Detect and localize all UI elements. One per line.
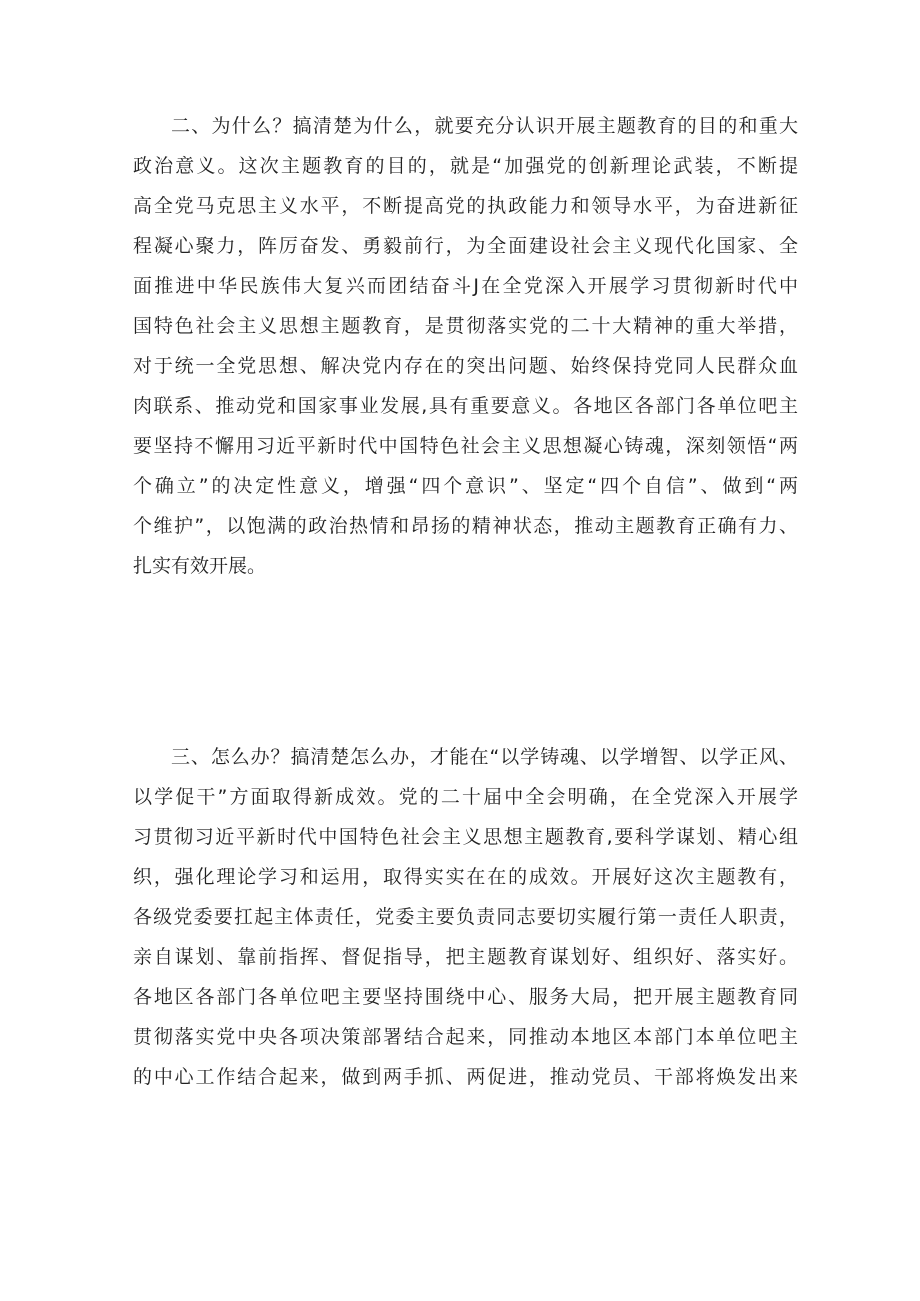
text-line: 各级党委要扛起主体责任，党委主要负责同志要切实履行第一责任人职责， xyxy=(133,906,798,928)
text-line: 高全党马克思主义水平，不断提高党的执政能力和领导水平，为奋进新征 xyxy=(133,195,798,217)
text-line: 贯彻落实党中央各项决策部署结合起来，同推动本地区本部门本单位吧主 xyxy=(133,1026,798,1048)
text-line: 的中心工作结合起来，做到两手抓、两促进，推动党员、干部将焕发出来 xyxy=(133,1066,798,1088)
text-line: 习贯彻习近平新时代中国特色社会主义思想主题教育,要科学谋划、精心组 xyxy=(133,826,798,848)
text-line: 各地区各部门各单位吧主要坚持围绕中心、服务大局，把开展主题教育同 xyxy=(133,986,798,1008)
text-line: 肉联系、推动党和国家事业发展,具有重要意义。各地区各部门各单位吧主 xyxy=(133,395,798,417)
text-line: 以学促干”方面取得新成效。党的二十届中全会明确，在全党深入开展学 xyxy=(133,786,798,808)
text-line: 要坚持不懈用习近平新时代中国特色社会主义思想凝心铸魂，深刻领悟“两 xyxy=(133,435,798,457)
text-line: 程凝心聚力，阵厉奋发、勇毅前行，为全面建设社会主义现代化国家、全 xyxy=(133,235,798,257)
text-line: 面推进中华民族伟大复兴而团结奋斗J在全党深入开展学习贯彻新时代中 xyxy=(133,275,798,297)
text-line: 个维护”，以饱满的政治热情和昂扬的精神状态，推动主题教育正确有力、 xyxy=(133,515,798,537)
text-line: 国特色社会主义思想主题教育，是贯彻落实党的二十大精神的重大举措， xyxy=(133,315,798,337)
text-line: 织，强化理论学习和运用，取得实实在在的成效。开展好这次主题教有， xyxy=(133,866,798,888)
text-line: 政治意义。这次主题教育的目的，就是“加强党的创新理论武装，不断提 xyxy=(133,155,798,177)
text-line: 亲自谋划、靠前指挥、督促指导，把主题教育谋划好、组织好、落实好。 xyxy=(133,946,798,968)
text-line: 三、怎么办？搞清楚怎么办，才能在“以学铸魂、以学增智、以学正风、 xyxy=(171,746,798,768)
text-line: 二、为什么？搞清楚为什么，就要充分认识开展主题教育的目的和重大 xyxy=(171,115,798,137)
paragraph-why xyxy=(133,106,798,586)
paragraph-how xyxy=(133,737,798,1097)
text-line: 扎实有效开展。 xyxy=(133,555,267,577)
text-line: 个确立”的决定性意义，增强“四个意识”、坚定“四个自信”、做到“两 xyxy=(133,475,798,497)
text-line: 对于统一全党思想、解决党内存在的突出问题、始终保持党同人民群众血 xyxy=(133,355,798,377)
